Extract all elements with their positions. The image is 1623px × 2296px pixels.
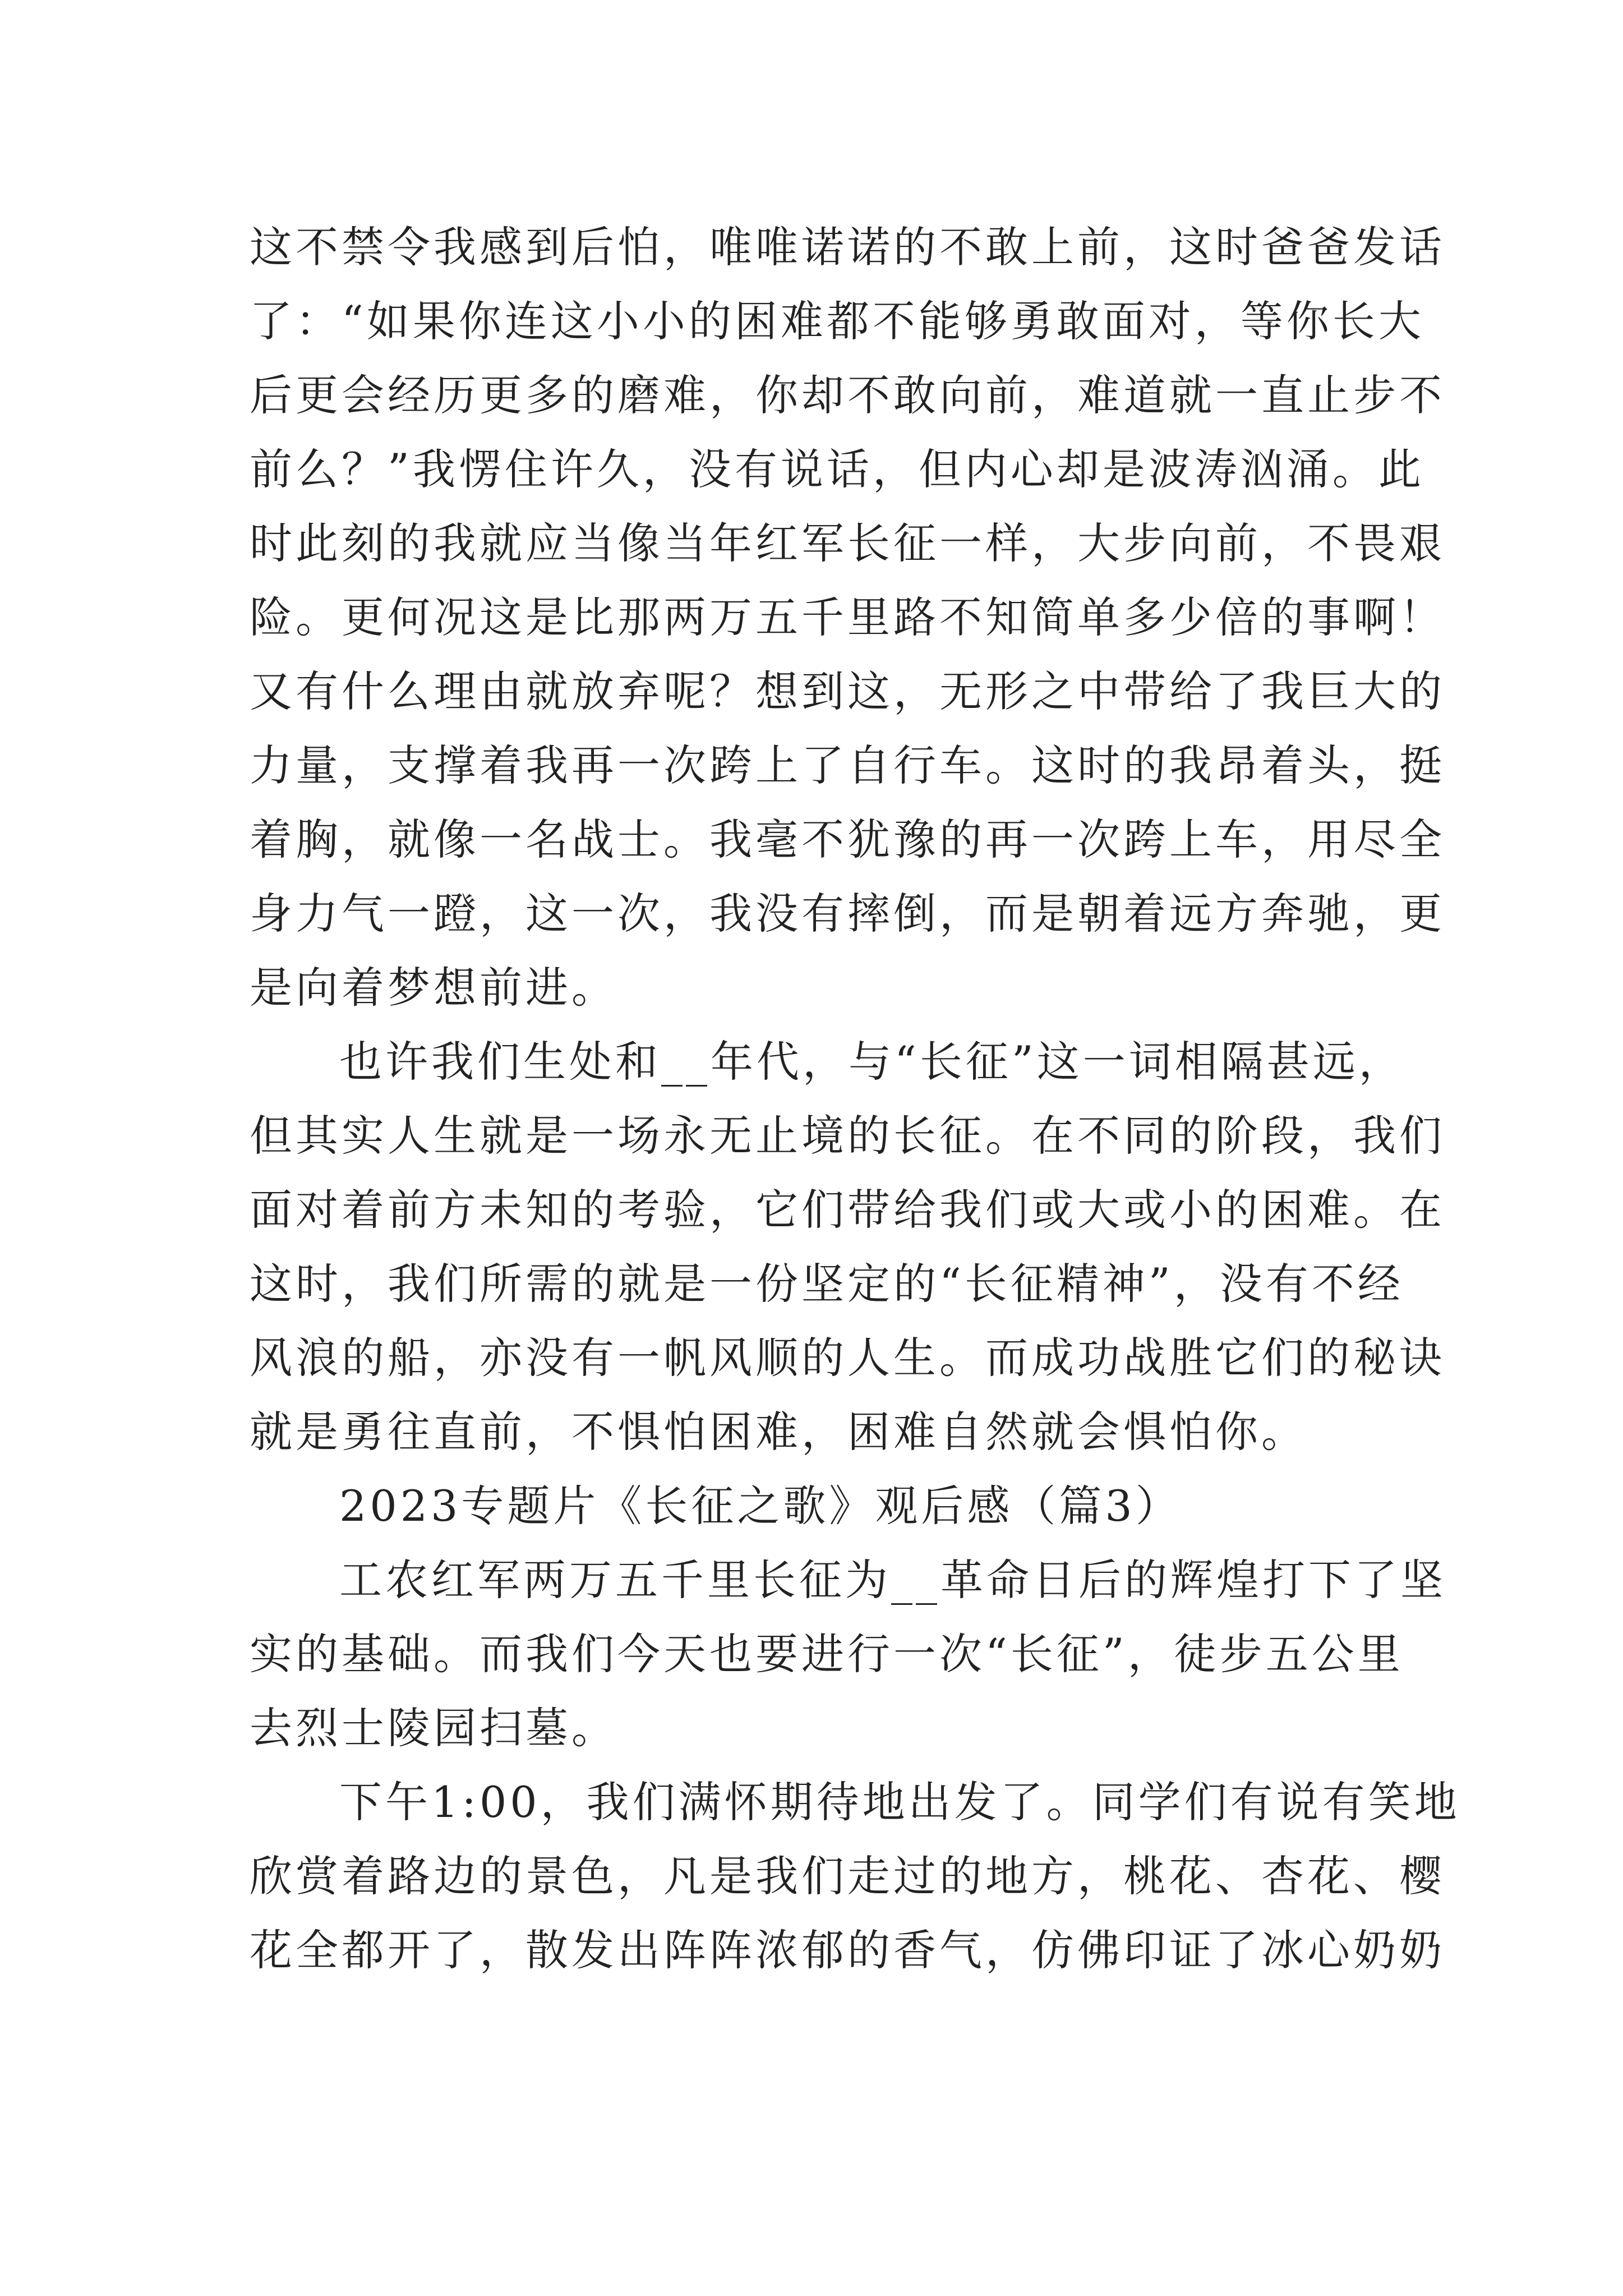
text-line: 时此刻的我就应当像当年红军长征一样，大步向前，不畏艰 xyxy=(250,518,1445,568)
text-line: 了：“如果你连这小小的困难都不能够勇敢面对，等你长大 xyxy=(250,296,1424,346)
text-line: 下午1:00，我们满怀期待地出发了。同学们有说有笑地 xyxy=(339,1777,1460,1827)
text-line: 工农红军两万五千里长征为__革命日后的辉煌打下了坚 xyxy=(339,1555,1446,1605)
text-line: 又有什么理由就放弃呢？想到这，无形之中带给了我巨大的 xyxy=(250,666,1445,716)
text-line: 是向着梦想前进。 xyxy=(250,963,617,1013)
text-line: 这不禁令我感到后怕，唯唯诺诺的不敢上前，这时爸爸发话 xyxy=(250,222,1445,272)
text-line: 欣赏着路边的景色，凡是我们走过的地方，桃花、杏花、樱 xyxy=(250,1851,1445,1901)
text-line: 实的基础。而我们今天也要进行一次“长征”，徒步五公里 xyxy=(250,1629,1404,1679)
text-line: 险。更何况这是比那两万五千里路不知简单多少倍的事啊！ xyxy=(250,592,1445,642)
text-line: 就是勇往直前，不惧怕困难，困难自然就会惧怕你。 xyxy=(250,1407,1307,1457)
text-line: 也许我们生处和__年代，与“长征”这一词相隔甚远， xyxy=(339,1037,1405,1087)
text-line: 力量，支撑着我再一次跨上了自行车。这时的我昂着头，挺 xyxy=(250,740,1445,790)
text-line: 后更会经历更多的磨难，你却不敢向前，难道就一直止步不 xyxy=(250,370,1445,420)
text-line: 2023专题片《长征之歌》观后感（篇3） xyxy=(339,1481,1182,1531)
text-line: 面对着前方未知的考验，它们带给我们或大或小的困难。在 xyxy=(250,1185,1445,1235)
text-line: 前么？”我愣住许久，没有说话，但内心却是波涛汹涌。此 xyxy=(250,444,1424,494)
text-line: 风浪的船，亦没有一帆风顺的人生。而成功战胜它们的秘诀 xyxy=(250,1333,1445,1383)
text-line: 去烈士陵园扫墓。 xyxy=(250,1703,617,1753)
text-line: 但其实人生就是一场永无止境的长征。在不同的阶段，我们 xyxy=(250,1111,1445,1161)
text-line: 花全都开了，散发出阵阵浓郁的香气，仿佛印证了冰心奶奶 xyxy=(250,1925,1445,1975)
essay-body xyxy=(250,210,1460,1987)
text-line: 这时，我们所需的就是一份坚定的“长征精神”，没有不经 xyxy=(250,1259,1404,1309)
text-line: 身力气一蹬，这一次，我没有摔倒，而是朝着远方奔驰，更 xyxy=(250,889,1445,938)
text-line: 着胸，就像一名战士。我毫不犹豫的再一次跨上车，用尽全 xyxy=(250,815,1445,864)
